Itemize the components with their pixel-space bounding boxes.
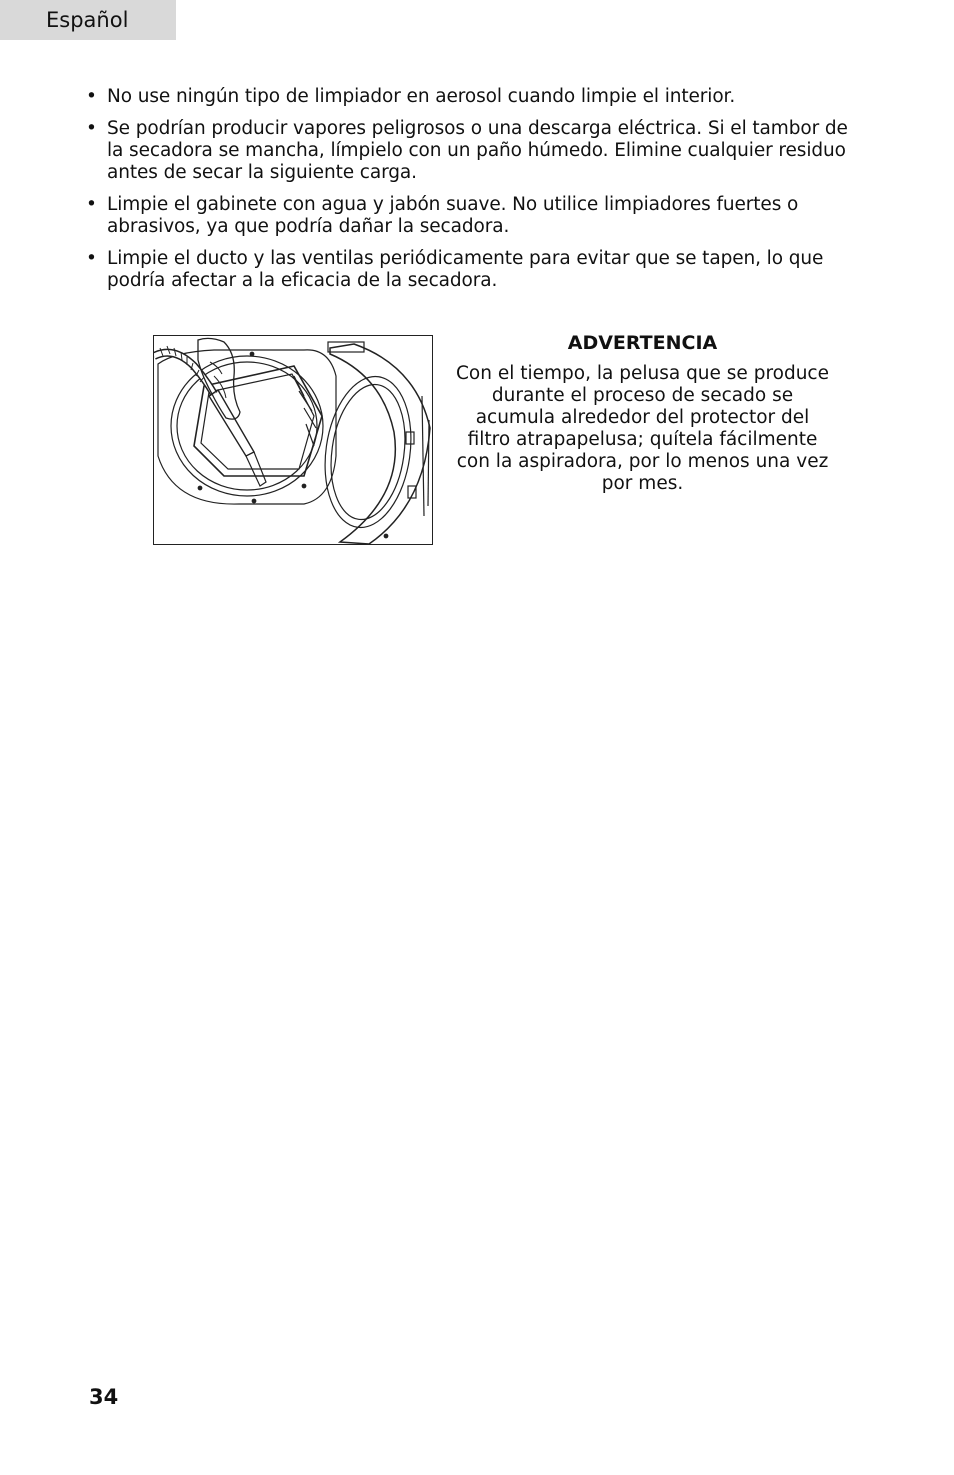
bullet-marker: • [86,194,97,215]
list-item-text: Limpie el ducto y las ventilas periódicamente para evitar que se tapen, lo que podría afectar a la eficacia de la secadora. [107,248,824,291]
dryer-vacuum-illustration-icon [154,336,433,545]
list-item [86,194,866,238]
page-number: 34 [89,1385,119,1409]
language-tab [0,0,176,40]
list-item [86,86,866,108]
list-item [86,248,866,292]
list-item-text: Limpie el gabinete con agua y jabón suave. No utilice limpiadores fuertes o abrasivos, ya que podría dañar la secadora. [107,194,799,237]
language-label: Español [46,8,129,32]
warning-box [455,331,830,495]
list-item [86,118,866,184]
bullet-marker: • [86,248,97,269]
instruction-list [86,86,866,302]
bullet-marker: • [86,86,97,107]
bullet-marker: • [86,118,97,139]
list-item-text: Se podrían producir vapores peligrosos o una descarga eléctrica. Si el tambor de la secadora se mancha, límpielo con un paño húmedo. Elimine cualquier residuo antes de secar la siguiente carga. [107,118,848,183]
dryer-illustration [153,335,433,545]
warning-body: Con el tiempo, la pelusa que se produce durante el proceso de secado se acumula alrededor del protector del filtro atrapapelusa; quítela fácilmente con la aspiradora, por lo menos una vez por mes. [456,363,829,494]
list-item-text: No use ningún tipo de limpiador en aerosol cuando limpie el interior. [107,86,736,107]
warning-title: ADVERTENCIA [567,332,718,354]
